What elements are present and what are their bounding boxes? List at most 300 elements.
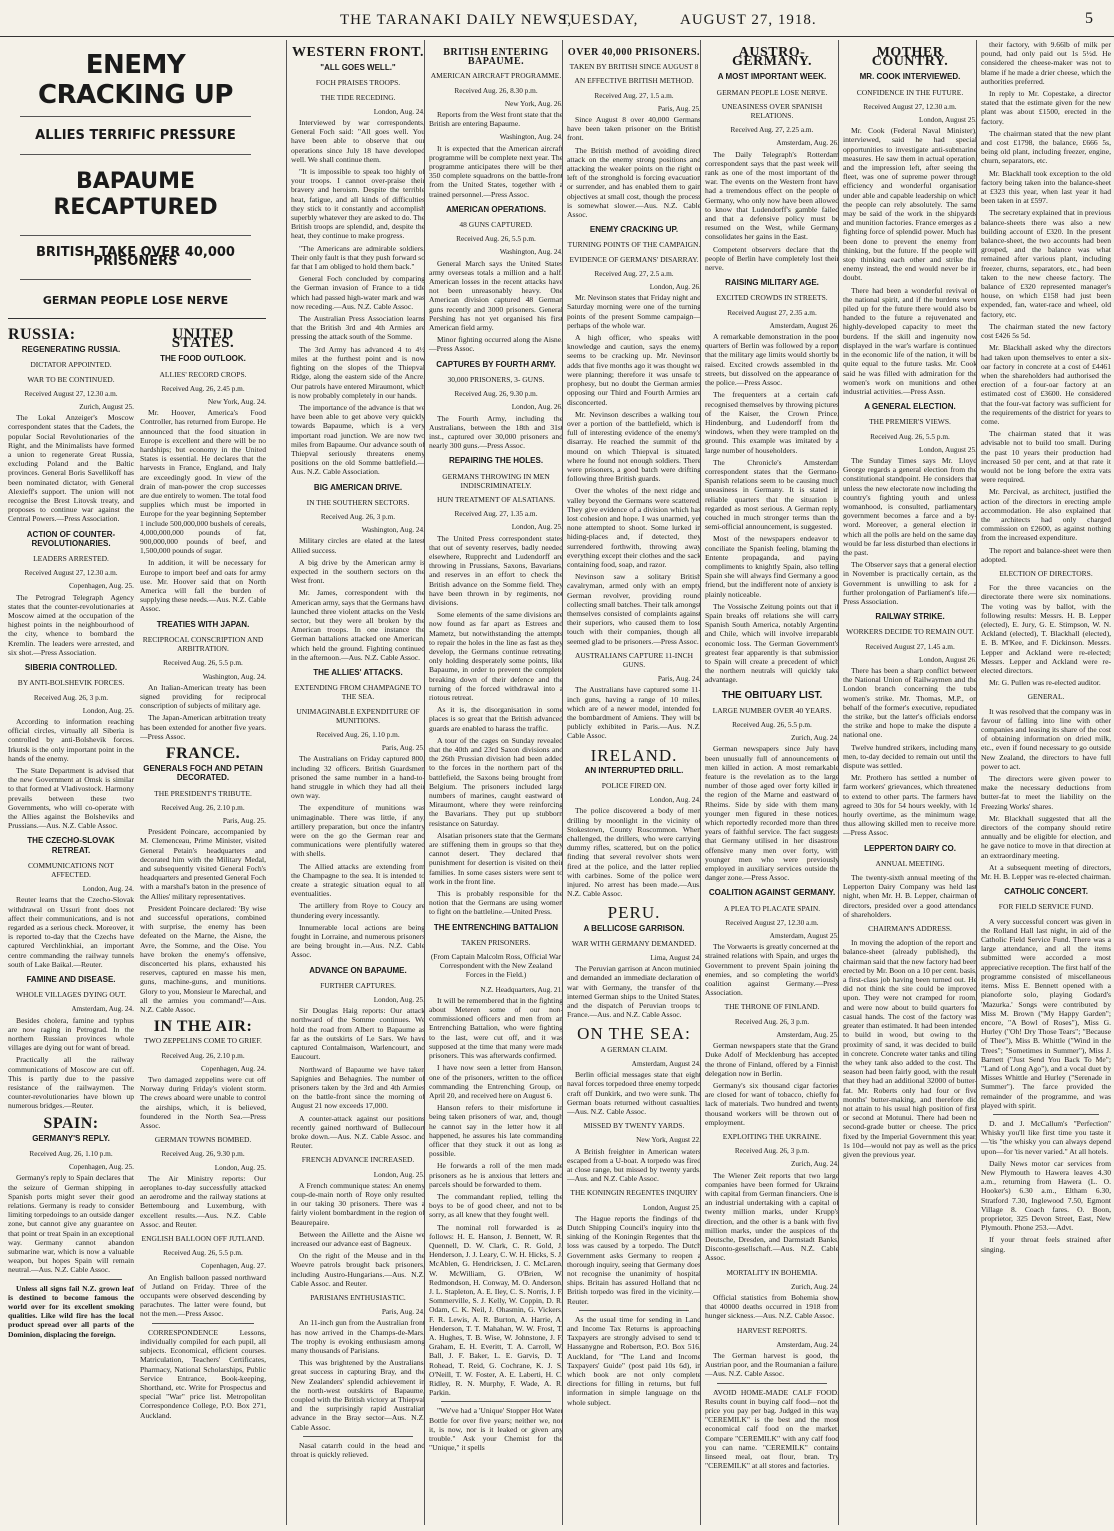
article-paragraph: The twenty-sixth annual meeting of the Lepperton Dairy Company was held last night, when Mr. H. B. Lepper, chairman of directors, presided over a good attendance of shareholders. [843, 873, 977, 919]
subhead: "ALL GOES WELL." [320, 63, 396, 73]
article-paragraph: General March says the United States army overseas totals a million and a half. American losses in the recent attacks have not been unreasonably heavy. One American division captured 48 German guns recently and 3000 prisoners. General Pershing has not yet organised his first American field army. [429, 258, 563, 333]
dateline: Received Aug. 26, 2.10 p.m. [161, 802, 245, 812]
article-paragraph: The Air Ministry reports: Our aeroplanes to-day successfully attacked an aerodrome and the railway stations at Bettembourg and Luxemburg, with excellent results.—Aus. N.Z. Cable Assoc. and Reuter. [140, 1173, 266, 1229]
article-paragraph: their factory, with 9.66lb of milk per pound, had only paid out 1s 5½d. He considered the cheese-maker was not to blame if he made a drier cheese, which the authorities preferred. [981, 40, 1111, 86]
section-peru: PERU. [607, 903, 661, 923]
subhead: WAR WITH GERMANY DEMANDED. [571, 938, 697, 948]
column-russia [8, 322, 134, 1527]
subhead: FOCH PRAISES TROOPS. [315, 78, 401, 88]
subhead: WORKERS DECIDE TO REMAIN OUT. [846, 627, 974, 637]
dateline: Received Aug. 26, 3 p.m. [33, 692, 109, 702]
article-paragraph: The Hague reports the findings of the Dutch Shipping Council's inquiry into the sinking of the Koningin Regentes that the loss was caused by a torpedo. The Dutch Government asks Germany to reopen a thorough inquiry, seeing that Germany does not recognise the unanimity of hospital ships. Britain has assured Holland that no British torpedo was fired in the vicinity.—Reuter. [567, 1213, 701, 1306]
dateline: New York, August 22. [636, 1135, 701, 1145]
article-paragraph: Two damaged zeppelins were cut off Norway during Friday's violent storm. The crews aboard were unable to control the airships, which, it is believed, foundered in the North Sea.—Press Assoc. [140, 1075, 266, 1131]
dateline: Washington, Aug. 24. [499, 132, 563, 142]
dateline: Amsterdam, August 26. [769, 320, 839, 330]
article-paragraph: A counter-attack against our positions recently gained northward of Bullecourt broke down.—Aus. N.Z. Cable Assoc. and Reuter. [291, 1113, 425, 1151]
article-paragraph: "The Americans are admirable soldiers. Their only fault is that they push forward so far that I am obliged to hold them back." [291, 243, 425, 272]
dateline: London, August 25. [919, 115, 977, 125]
subhead: MR. COOK INTERVIEWED. [859, 72, 961, 82]
article-paragraph: Twelve hundred strikers, including many men, to-day decided to remain out until the dispute was settled. [843, 742, 977, 771]
article-paragraph: Official statistics from Bohemia show that 40000 deaths occurred in 1918 from hunger sickness.—Aus. N.Z. Cable Assoc. [705, 1292, 839, 1321]
advertisement: D. and J. McCallum's "Perfection" Whisky you'll like first time you taste it—'tis "the whisky you can always depend upon—for 'tis never varied." At all hotels. [981, 1118, 1111, 1156]
article-paragraph: A very successful concert was given in the Rolland Hall last night, in aid of the Catholic Field Service Fund. There was a large attendance, and all the items submitted were accorded a most appreciative reception. The first half of the programme consisted of miscellaneous items. Miss E. Bennett opened with a pianoforte solo, playing Godard's 'Mazurka.' Songs were contributed by Miss M. Brown ("My Happy Garden"; encore, "A Bowl of Roses"), Miss G. Hurley ("Oh! Dry Those Tears"; "Because of Thee"), Miss B. Whittle ("Wind in the Trees"; "Sometimes in Summer"), Miss J. Barnett ("Just Send You Back To Me"; "Land of Long Ago"), and a vocal duet by Misses Whittle and Hurley ("Serenade in Summer"). The farce provided the remainder of the programme, and was played with spirit. [981, 916, 1111, 1110]
article-paragraph: Besides cholera, famine and typhus are now raging in Petrograd. In the northern Russian provinces whole villages are dying out for want of bread. [8, 1015, 134, 1053]
section-france: FRANCE. [165, 744, 241, 762]
section-air: IN THE AIR: [153, 1018, 253, 1036]
article-paragraph: In addition, it will be necessary for Europe to import beef and oats for army use. Mr. Hoover said that on North America will fall the burden of supplying these needs.—Aus. N.Z. Cable Assoc. [140, 558, 266, 614]
dateline: Received August 27, 12.30 a.m. [24, 388, 118, 398]
article-paragraph: The Daily Telegraph's Rotterdam correspondent says that the past week will rank as one of the most important of the war. The events on the Western front have had a tremendous effect on the people of Germany, who only now have been allowed to know that Ludendorff's gamble failed and that a defensive policy must be resumed on the West, while Germany consolidates her gains in the East. [705, 149, 839, 242]
subhead: THE THRONE OF FINLAND. [724, 1002, 820, 1012]
dateline: Received Aug. 27, 2.25 a.m. [730, 125, 814, 135]
article-paragraph: At a subsequent meeting of directors, Mr. H. B. Lepper was re-elected chairman. [981, 862, 1111, 882]
article-paragraph: In reply to Mr. Copestake, a director stated that the estimate given for the new plant was about £1500, erected in the factory. [981, 89, 1111, 126]
subhead: COMMUNICATIONS NOT AFFECTED. [27, 860, 115, 879]
article-paragraph: The frequenters at a certain cafe recognised themselves by throwing pictures of the Kaiser, the Crown Prince, Hindenburg, and Ludendorff from the windows, when they were trampled on the ground. This example was imitated by a large number of householders. [705, 390, 839, 455]
column-mother-country [838, 40, 977, 1525]
article-paragraph: The artillery from Roye to Coucy are thundering every incessantly. [291, 901, 425, 920]
article-paragraph: The 3rd Army has advanced 4 to 4½ miles at the furthest point and is now fighting on the slopes of the Thiepval Ridge, along the eastern side of the Ancre. Our patrols have entered Miraumont, which is now probably completely in our hands. [291, 344, 425, 400]
dateline: Copenhagen, Aug. 27. [200, 1261, 266, 1271]
article-paragraph: A tour of the cages on Sunday revealed that the 40th and 23rd Saxon divisions and the 26th Prussian division had been added to the forces in the northern part of the battlefield, the Saxons being brought from Belgium. The prisoners included large numbers of marines, caught eastward of Miraumont, where they were reinforcing the Bavarians. They put up stubborn resistance on Saturday. [429, 735, 563, 828]
article-paragraph: The Wiener Zeit reports that two large companies have been formed for Ukraine with capital from German financiers. One is an industrial undertaking with a capital of twenty million marks, under Krupp's direction, and the other is a bank with five million marks, under the auspices of the Deutsche, Dresden, and Darmstadt Banks, Disconto-gesellschaft.—Aus. N.Z. Cable Assoc. [705, 1170, 839, 1263]
article-paragraph: He forwards a roll of the men made prisoners as he is anxious that letters and parcels should be forwarded to them. [429, 1161, 563, 1189]
article-paragraph: The chairman stated the new factory cost £426 5s 5d. [981, 321, 1111, 341]
subhead: A GERMAN CLAIM. [600, 1044, 668, 1054]
dateline: Received August 27, 12.30 a.m. [863, 101, 957, 111]
article-paragraph: This was brightened by the Australians' great success in capturing Bray, and the New Zealanders' splendid achievement in the north-west outskirts of Bapaume, coupled with the British victory at Thiepval and the surprisingly rapid Australian advance in the Bray sector—Aus. N.Z. Cable Assoc. [291, 1358, 425, 1432]
subhead: 48 GUNS CAPTURED. [459, 220, 533, 230]
article-paragraph: Interviewed by war correspondents, General Foch said: "All goes well. You have been able to observe that our operations since July 18 have developed well. We shall continue them. [291, 118, 425, 164]
subhead: RECIPROCAL CONSCRIPTION AND ARBITRATION. [142, 634, 264, 654]
dateline: London, Aug. 25. [82, 705, 134, 715]
article-paragraph: Mr. Cook (Federal Naval Minister), interviewed, said he had special opportunities to investigate anti-submarine measures. He saw them in actual operation, and the impression left, after seeing the fleet, was one of supreme power through efficiency and wonderful organisation under able and capable leadership on which the people can rely absolutely. The same may be said of the work in the shipyards and munition factories. France emerges as a fighting force of splendid power. Much has been done to prevent the enemy from thinking, but the future. If the people will stop thinking each other and strike the enemy instead, the end would never be in doubt. [843, 126, 977, 283]
section-austro-germany: AUSTRO-GERMANY. [731, 45, 813, 70]
subhead: ADVANCE ON BAPAUME. [309, 965, 407, 975]
subhead: UNIMAGINABLE EXPENDITURE OF MUNITIONS. [296, 706, 420, 725]
subhead: POLICE FIRED ON. [601, 781, 667, 791]
dateline: New York, Aug. 26. [504, 98, 563, 108]
dateline: Received Aug. 26, 3 p.m. [320, 511, 396, 521]
subhead: THE ALLIES' ATTACKS. [313, 667, 403, 677]
article-paragraph: There has been a sharp conflict between the National Union of Railwaymen and the London branch concerning the tube women's strike. Mr. Thomas, M.P., on behalf of the former's executive, repudiated the strike, but the latter's officials endorse the strike and hope to make the dispute a national one. [843, 665, 977, 740]
dateline: Copenhagen, Aug. 25. [68, 1162, 134, 1172]
subhead: CONFIDENCE IN THE FUTURE. [856, 87, 964, 97]
dateline: Received Aug. 26, 9.30 p.m. [454, 389, 538, 399]
advertisement: If your throat feels strained after singing. [981, 1235, 1111, 1254]
subhead: TAKEN PRISONERS. [461, 937, 531, 947]
dateline: Washington, Aug. 24. [202, 671, 266, 681]
article-paragraph: The Fourth Army, including the Australians, between the 18th and 31st inst., captured over 30,000 prisoners and nearly 300 guns.—Press Assoc. [429, 413, 563, 451]
section-mother-country: MOTHER COUNTRY. [871, 45, 949, 70]
column-prisoners [562, 40, 701, 1525]
subhead: THE OBITUARY LIST. [721, 689, 823, 701]
dateline: London, Aug. 25. [373, 995, 425, 1005]
article-paragraph: Germany's six thousand cigar factories are closed for want of tobacco, chiefly for lack of materials. Two hundred and twenty thousand workers will be thrown out of employment. [705, 1080, 839, 1127]
article-paragraph: Mr. Blackhall took exception to the old factory being taken into the balance-sheet at £323 this year, when last year it had been taken in at £597. [981, 168, 1111, 206]
article-paragraph: Hanson refers to their misfortune in being taken prisoners of war, and, though he cannot say in the letter how it all happened, he assures his late commanding officer that they stuck it out as long as possible. [429, 1103, 563, 1159]
subhead: REPAIRING THE HOLES. [448, 456, 544, 466]
subhead: LEADERS ARRESTED. [33, 554, 109, 564]
subhead: EXTENDING FROM CHAMPAGNE TO THE SEA. [294, 683, 422, 702]
subhead: TAKEN BY BRITISH SINCE AUGUST 8 [569, 62, 699, 72]
subhead: EVIDENCE OF GERMANS' DISARRAY. [569, 254, 699, 264]
section-russia: RUSSIA: [8, 326, 76, 343]
subhead: FRENCH ADVANCE INCREASED. [301, 1155, 415, 1165]
issue-day: TUESDAY, [560, 12, 639, 28]
headline-bapaume: BAPAUME RECAPTURED [53, 169, 218, 221]
article-paragraph: A French communique states: An enemy coup-de-main north of Roye only resulted in our taking 30 prisoners. There was a fairly violent bombardment in the region of Beaurepaire. [291, 1180, 425, 1227]
column-bapaume [424, 40, 563, 1525]
article-paragraph: Mr. Percival, as architect, justified the action of the directors in erecting ample accommodation. He also explained that the architects had only charged commission on £2600, as against nothing from the increased expenditure. [981, 487, 1111, 543]
article-paragraph: The Australian Press Association learns that the British 3rd and 4th Armies are pressing the attack south of the Somme. [291, 314, 425, 342]
article-paragraph: The British method of avoiding direct attack on the enemy strong positions and attacking the weaker points on the right or left of the stronghold is forcing evacuation or surrender, and has enabled them to gain objectives at small cost, though the process is somewhat slower.—Aus. N.Z. Cable Assoc. [567, 145, 701, 220]
column-lepperton-cont [976, 40, 1111, 1525]
article-paragraph: The Japan-American arbitration treaty has been extended for another five years.—Press Assoc. [140, 713, 266, 741]
subhead: GERMAN TOWNS BOMBED. [154, 1135, 252, 1145]
article-paragraph: Minor fighting occurred along the Aisne.—Press Assoc. [429, 335, 563, 354]
dateline: Received Aug. 26, 3 p.m. [734, 1016, 810, 1026]
dateline: N.Z. Headquarters, Aug. 21. [480, 984, 563, 994]
subhead: MISSED BY TWENTY YARDS. [583, 1121, 685, 1131]
subhead: HARVEST REPORTS. [736, 1325, 808, 1335]
dateline: Received Aug. 26, 1.10 p.m. [29, 1149, 113, 1159]
dateline: Received Aug. 26, 8.30 p.m. [454, 85, 538, 95]
article-paragraph: The German harvest is good, the Austrian poor, and the Roumanian a failure.—Aus. N.Z. Cable Assoc. [705, 1350, 839, 1379]
subhead: RAILWAY STRIKE. [875, 612, 945, 622]
dateline: Zurich, Aug. 24. [790, 1281, 839, 1291]
article-paragraph: The nominal roll forwarded is as follows: H. E. Hanson, J. Bennett, W. R. Quennell, D. W. Clark, C. R. Gold, J. Henderson, J. J. Leary, C. W. H. Hicks, S. J. McAblen, G. Hendricksen, J. C. McLaren, W. McWilliam, G. O'Brien, W. Redmondson, H. Conway, M. O. Anderson, J. L. Stapleton, A. E. Iley, C. S. Norris, J. F. Sommerville, S. J. Kelly, W. Coppin, D. R. Odam, C. K. Neil, J. Ohasmin, G. Vickers, F. R. Lewis, A. R. Burton, A. Harrie, A. Henderson, T. T. Mahahan, W. W. Frost, T. A. Hughes, T. B. Wise, W. Johnstone, J. F. Graham, E. H. Everitt, T. A. Carroll, W. Ball, J. F. Baker, L. E. Garvis, D. T. Rohead, T. Reid, G. Cochrane, K. J. S. O'Neill, T. W. Foster, A. E. Laberti, H. C. Ridley, R. N. Murphy, F. Wade, A. R. Parkin. [429, 1222, 563, 1398]
subhead: ANNUAL MEETING. [875, 858, 945, 868]
article-paragraph: The importance of the advance is that we have been able to get above very quickly towards Bapaume, which is a very important road junction. We are now two miles from Bapaume. Our advance south of Thiepval seriously threatens enemy positions on the old Somme battlefield.—Aus. N.Z. Cable Association. [291, 402, 425, 477]
subhead: GENERALS FOCH AND PETAIN DECORATED. [143, 764, 263, 783]
subhead: AMERICAN AIRCRAFT PROGRAMME. [430, 71, 562, 81]
article-paragraph: An Italian-American treaty has been signed providing for reciprocal conscription of subjects of military age. [140, 682, 266, 711]
subhead: A PLEA TO PLACATE SPAIN. [723, 903, 821, 913]
dateline: Copenhagen, Aug. 24. [200, 1063, 266, 1073]
article-paragraph: "It is impossible to speak too highly of your troops. I cannot over-praise their bravery and heroism. Despite the terrible heat, fatigue, and all kinds of difficulties they stick to it constantly and accomplish superbly whatever they are asked to do. The British troops are splendid, and, despite the heat, they continue to make progress. [291, 167, 425, 241]
subhead: A MOST IMPORTANT WEEK. [717, 72, 827, 82]
advertisement: Unless all signs fail N.Z. grown leaf is destined to become famous the world over for its excellent smoking qualities. Like wild fire has the local product spread over all parts of the Dominion, displacing the foreign. [8, 1283, 134, 1339]
article-paragraph: The Australians have captured some 11-inch guns, having a range of 10 miles, which are of a newer model, intended for the bombardment of Amiens. They will be publicly exhibited in Paris.—Aus. N.Z. Cable Assoc. [567, 685, 701, 741]
dateline: London, Aug. 26. [649, 282, 701, 292]
column-western-front [286, 40, 425, 1525]
dateline: Zurich, August 25. [79, 402, 134, 412]
subhead: TREATIES WITH JAPAN. [156, 619, 250, 629]
dateline: Paris, Aug. 25. [657, 103, 701, 113]
subhead: CATHOLIC CONCERT. [1004, 887, 1088, 897]
article-paragraph: Some elements of the same divisions are now found as far apart as Estrees and Mametz, but notwithstanding the attempts to repair the holes in the line as fast as they develop, the Germans continue retreating, only holding desperately some points, like Bapaume, in order to prevent the complete breaking down of their defence and the turning of the forced withdrawal into a riotous retreat. [429, 610, 563, 702]
article-paragraph: The Peruvian garrison at Ancon mutinied and demanded an immediate declaration of war with Germany, the transfer of the interned German ships to the United States, and the dispatch of Peruvian troops to France.—Aus. and N.Z. Cable Assoc. [567, 964, 701, 1020]
article-paragraph: German newspapers state that the Grand Duke Adolf of Mecklenburg has accepted the throne of Finland, offered by a Finnish delegation now in Berlin. [705, 1041, 839, 1078]
dateline: Received Aug. 26, 2.45 p.m. [161, 383, 245, 393]
dateline: Lima, August 24. [650, 953, 701, 963]
subhead: THE PREMIER'S VIEWS. [869, 417, 951, 427]
section-western-front: WESTERN FRONT. [292, 45, 424, 60]
dateline: Amsterdam, Aug. 24. [71, 1004, 134, 1014]
article-paragraph: The commandant replied, telling the boys to be of good cheer, and not to be sorry, as all knew that they fought well. [429, 1191, 563, 1220]
subhead: MORTALITY IN BOHEMIA. [726, 1267, 818, 1277]
subhead: LEPPERTON DAIRY CO. [864, 843, 956, 853]
subhead: AMERICAN OPERATIONS. [446, 204, 546, 214]
article-paragraph: The secretary explained that in previous balance-sheets there was also a new building account of £320. In the present balance-sheet, the two accounts had been grouped, and the balance was what remained after various plant, including freezer, churns, separators, etc., had been taken to the new cheese factory. The balance of £320 represented manager's house, on which £158 had just been expended, fan, water-race and wheel, old factory, etc. [981, 208, 1111, 319]
subhead: THE PRESIDENT'S TRIBUTE. [154, 788, 252, 798]
article-paragraph: This is probably responsible for the notion that the Germans are using women to fight on the battleline.—United Press. [429, 889, 563, 917]
article-paragraph: The State Department is advised that the new Government at Omsk is similar to that formed at Vladivostock. Harmony prevails between these two Governments, who will co-operate with the Allies against the Bolsheviks and Prussians.—Aus. N.Z. Cable Assoc. [8, 765, 134, 831]
dateline: Received Aug. 26, 1.10 p.m. [316, 730, 400, 739]
subhead: GERMANY'S REPLY. [32, 1133, 110, 1143]
dateline: Received Aug. 26, 3 p.m. [734, 1146, 810, 1156]
article-paragraph: A British freighter in American waters escaped from a U-boat. A torpedo was fired at close range, but missed by twenty yards.—Aus. and N.Z. Cable Assoc. [567, 1146, 701, 1184]
article-paragraph: Reports from the West front state that the British are entering Bapaume. [429, 110, 563, 129]
article-paragraph: Nevinson saw a solitary British cavalryman, armed only with an empty German revolver, providing round collecting small batches. Their talk amongst themselves consisted of complaints against their superiors, who caused them to lose touch with their companies, though all seemed glad to be prisoners.—Press Assoc. [567, 572, 701, 646]
subhead: (From Captain Malcolm Ross, Official War Correspondent with the New Zealand Forces in the Field.) [430, 952, 562, 980]
dateline: Received Aug. 26, 5.5 p.m. [163, 1248, 243, 1258]
article-paragraph: An English balloon passed northward of Jutland on Friday. Three of the occupants were observed descending by parachutes. The latter were found, but not the men.—Press Assoc. [140, 1272, 266, 1319]
dateline: Received Aug. 26, 5.5 p.m. [163, 658, 243, 668]
subhead: EXCITED CROWDS IN STREETS. [716, 293, 828, 303]
dateline: Received Aug. 26, 5.5 p.m. [870, 431, 950, 441]
article-paragraph: The Vossische Zeitung points out that if Spain breaks off relations she will carry Spanish South America, notably Argentina and Chile, which will involve irreparable economic loss. The German Government's greatest fear apparently is that submission to Spain will create a precedent of which the northern neutrals will quickly take advantage. [705, 601, 839, 685]
section-bapaume: BRITISH ENTERING BAPAUME. [443, 47, 549, 68]
headline-allies: ALLIES TERRIFIC PRESSURE [35, 128, 236, 143]
issue-date: AUGUST 27, 1918. [680, 12, 817, 28]
subhead: THE FOOD OUTLOOK. [160, 354, 246, 364]
subhead: ELECTION OF DIRECTORS. [999, 568, 1093, 578]
article-paragraph: President Poincare, accompanied by M. Clemenceau, Prime Minister, visited General Petain's headquarters and decorated him with the Military Medal, and subsequently visited General Foch's headquarters and presented General Foch with a marshal's baton in the presence of the Allies' military representatives. [140, 827, 266, 901]
article-paragraph: Northward of Bapaume we have taken Sapignies and Behagnies. The number of prisoners taken by the 3rd and 4th Armies on the battle-front since the morning of August 21 now exceeds 17,000. [291, 1064, 425, 1111]
dateline: Amsterdam, Aug. 26. [776, 138, 839, 148]
section-spain: SPAIN: [43, 1114, 99, 1132]
dateline: London, Aug. 25. [214, 1162, 266, 1172]
article-paragraph: Mr. Blackhall suggested that all the directors of the company should retire annually and be eligible for election, and he gave notice to move in that direction at an extraordinary meeting. [981, 813, 1111, 860]
subhead: WHOLE VILLAGES DYING OUT. [15, 990, 127, 1000]
headline-prisoners: BRITISH TAKE OVER 40,000 PRISONERS [36, 245, 235, 270]
subhead: ENGLISH BALLOON OFF JUTLAND. [141, 1234, 265, 1244]
article-paragraph: Mr. G. Pullen was re-elected auditor. [989, 678, 1101, 688]
advertisement: CORRESPONDENCE Lessons, individually compiled for each pupil, all subjects. Economical, efficient courses. Matriculation, Teachers' Certificates, Pharmacy, National Scholarships, Public Service Entrance, Book-keeping, Shorthand, etc. Write for Prospectus and special "War" price list. Metropolitan Correspondence College, P.O. Box 271, Auckland. [140, 1327, 266, 1420]
advertisement: Daily News motor car services from New Plymouth to Hawera leaves 4.30 a.m., returning from Hawera (L. O. Hooker's) 6.30 a.m., Eltham 6.30, Stratford 7.30, Inglewood 7.50, Egmont Village 8. Coach fares. O. Boon, proprietor, 325 Devon Street, East, New Plymouth. Phone 253.—Advt. [981, 1158, 1111, 1233]
dateline: London, Aug. 26. [511, 402, 563, 412]
advertisement: "We've had a 'Unique' Stopper Hot Water Bottle for over five years; neither we, nor it, is now, nor is it leaked or given any trouble." Ask your Chemist for the "Unique," it spells [429, 1406, 563, 1453]
dateline: Zurich, Aug. 24. [790, 733, 839, 743]
article-paragraph: Mr. Nevinson states that Friday night and Saturday morning were one of the turning points of the present Somme campaign—perhaps of the whole war. [567, 293, 701, 330]
dateline: Received Aug. 26, 9.30 p.m. [161, 1149, 245, 1159]
article-paragraph: As it is, the disorganisation in some places is so great that the British advanced guards are enabled to harass the traffic. [429, 705, 563, 733]
dateline: Amsterdam, Aug. 25. [776, 1029, 839, 1039]
dateline: New York, Aug. 24. [207, 397, 266, 407]
article-paragraph: The report and balance-sheet were then adopted. [981, 545, 1111, 564]
subhead: FAMINE AND DISEASE. [26, 974, 116, 984]
subhead: THE CZECHO-SLOVAK RETREAT. [27, 836, 115, 855]
subhead: AN INTERRUPTED DRILL. [584, 765, 684, 775]
article-paragraph: Mr. Hoover, America's Food Controller, has returned from Europe. He announced that the food situation in Europe is excellent and there will be no hardships; but economy in the United States is essential. He declares that the harvests in France, England, and Italy are exceedingly good. In view of the drain of man-power the crop successes are due entirely to women. The total food supplies which must be imported in Europe for the year beginning September 1 include 500,000,000 bushels of cereals, 4,000,000,000 pounds of fat, 900,000,000 pounds of beef, and 1,500,000 pounds of sugar. [140, 408, 266, 556]
dateline: Received Aug. 27, 1.35 a.m. [454, 509, 538, 519]
subhead: GERMAN PEOPLE LOSE NERVE. [716, 87, 828, 97]
article-paragraph: The chairman stated that it was advisable not to build too small. During the past 10 years their production had increased 50 per cent, and at that rate it would not be long before the extra vats were required. [981, 429, 1111, 485]
dateline: Received Aug. 27, 1.5 a.m. [594, 90, 674, 100]
article-paragraph: Mr. Nevinson describes a walking tour over a portion of the battlefield, which is full of interesting evidence of the enemy's disarray. He reached the summit of the mound on which Thiepval is situated, where he found not enough soldiers. There were prisoners, a good batch were drifting following three British guards. [567, 409, 701, 484]
dateline: Washington, Aug. 24. [361, 525, 425, 535]
article-paragraph: Competent observers declare that the people of Berlin have completely lost their nerve. [705, 244, 839, 273]
article-paragraph: Mr. Prothero has settled a number of farm workers' grievances, which threatened to extend to other parts. The farmers have agreed to 30s for 54 hours weekly, with 1d hourly overtime, as the minimum wage, thus allowing skilled men to receive more.—Press Assoc. [843, 773, 977, 838]
subhead: GENERAL. [1027, 692, 1065, 702]
subhead: GERMANS THROWING IN MEN INDISCRIMINATELY. [442, 471, 550, 490]
subhead: FOR FIELD SERVICE FUND. [998, 902, 1094, 912]
subhead: CAPTURES BY FOURTH ARMY. [436, 359, 556, 369]
subhead: SIBERIA CONTROLLED. [24, 663, 118, 673]
dateline: Received Aug. 27, 2.5 a.m. [594, 268, 674, 278]
dateline: London, Aug. 25. [373, 1169, 425, 1179]
subhead: AN EFFECTIVE BRITISH METHOD. [574, 76, 694, 86]
article-paragraph: Reuter learns that the Czecho-Slovak withdrawal on Ussuri front does not affect their communications, and is not regarded as a serious check. Moreover, it is reported to-day that the Czechs have captured Verchlinkhiai, an important centre commanding the railway tunnels south of Lake Baikal.—Reuter. [8, 895, 134, 969]
article-paragraph: The Allied attacks are extending from the Champagne to the sea. It is intended to create a strategic situation equal to all eventualities. [291, 861, 425, 899]
subhead: ALLIES' RECORD CROPS. [159, 369, 247, 379]
subhead: THE TIDE RECEDING. [320, 92, 396, 102]
newspaper-title: THE TARANAKI DAILY NEWS, [340, 12, 573, 28]
article-paragraph: The Petrograd Telegraph Agency states that the counter-revolutionaries at Moscow aimed at the occupation of the highest points in the neighbourhood of the city, whence to bombard the Kremlin. The leaders were arrested, and six shot.—Press Association. [8, 592, 134, 657]
subhead: 30,000 PRISONERS, 3- GUNS. [447, 374, 545, 384]
article-paragraph: Practically all the railway communications of Moscow are cut off. This is partly due to the passive resistance of the railwaymen. The counter-revolutionaries have blown up numerous bridges.—Reuter. [8, 1055, 134, 1111]
article-paragraph: In moving the adoption of the report and balance-sheet (already published), the chairman said that the new factory had been erected by Mr. Boon on a 10 per cent. basis, a first-class job having been turned out. He did not think the site could be improved upon. They were not cramped for room, and were now about to build quarters for casual hands. The cost of the factory was greater than estimated. It had been intended to build in wood, but owing to the proximity of sand, it was decided to build in concrete. Concrete water tanks and tiling the whey tank also added to the cost. The season had been fairly good, with the result that they had an additional 32000 of butter-fat. Mr. Roberts only had four or five months' butter-making, and therefore did not attain to his usual high position of first or second at Motunui. There had been no second-grade butter or cheese. The price fixed by the Imperial Government this year, 1s 10d—would not pay as well as the price given the previous year. [843, 938, 977, 1159]
dateline: Received August 27, 2.35 a.m. [727, 307, 817, 317]
subhead: BY ANTI-BOLSHEVIK FORCES. [17, 678, 125, 688]
column-united-states [140, 322, 266, 1527]
article-paragraph: A high officer, who speaks with knowledge and caution, says the enemy seems to be cracking up. Mr. Nevinson adds that five months ago it was thought we were planning; therefore it was unsafe to prophesy, but no doubt the German armies opposing our Third and Fourth Armies are disconcerted. [567, 333, 701, 407]
section-united-states: UNITED STATES. [171, 326, 235, 352]
article-paragraph: The Vorwaerts is greatly concerned at the strained relations with Spain, and urges the Government to prevent Spain joining the enemies, and so completing the world's coalition against Germany.—Press Association. [705, 942, 839, 998]
article-paragraph: The expenditure of munitions was unimaginable. There was little, if any, artillery preparation, but once the infantry were on the go the German rear and communications were plentifully watered with shells. [291, 803, 425, 859]
article-paragraph: It will be remembered that in the fighting about Meteren some of our non-commissioned officers and men from an Entrenching Battalion, who were fighting to the last, were cut off, and it was supposed at the time that many were made prisoners. This was afterwards confirmed. [429, 995, 563, 1061]
dateline: Paris, Aug. 25. [222, 815, 266, 825]
dateline: Received August 27, 12.30 a.m. [24, 568, 118, 578]
article-paragraph: The Lokal Anzeiger's Moscow correspondent states that the Cadets, the popular Social Revolutionaries of the Right, and the Minimalists have formed a union to regenerate Great Russia, excluding Poland and the Baltic provinces. General Boris Savellikoff has been nominated dictator, with General Alexieff's support. The union will not recognise the Brest Litovsk treaty, and proposes to continue war against the Central Powers.—Press Association. [8, 413, 134, 524]
article-paragraph: Mr. Blackhall asked why the directors had taken upon themselves to enter a six-oar factory in concrete at a cost of £4461 when the shareholders had authorised the erection of a four-oar factory at an estimated cost of £3600. He considered that the four-vat factory was sufficient for the requirements of the district for years to come. [981, 343, 1111, 426]
article-paragraph: Since August 8 over 40,000 Germans have been taken prisoner on the British front. [567, 115, 701, 143]
section-on-the-sea: ON THE SEA: [577, 1024, 691, 1044]
advertisement: Nasal catarrh could in the head and throat is quickly relieved. [291, 1440, 425, 1460]
dateline: Paris, Aug. 24. [381, 1307, 425, 1317]
page-number: 5 [1085, 10, 1094, 27]
subhead: REGENERATING RUSSIA. [21, 345, 121, 355]
article-paragraph: The chairman stated that the new plant and cost £1798, the balance, £666 5s, being old plant, including freezer, engine, churn, separators, etc. [981, 128, 1111, 166]
dateline: Amsterdam, August 25. [769, 931, 839, 941]
advertisement: AVOID HOME-MADE CALF FOOD. Results count in buying calf food—not the price you pay per bag. Judged in this way "CEREMILK" is the best and the most economical calf food on the market. Compare "CEREMILK" with any calf food you can name. "CEREMILK" contains linseed meal, oat flour, bran. Try "CEREMILK" at all stores and factories. [705, 1387, 839, 1471]
article-paragraph: Between the Aillette and the Aisne we increased our advance east of Bagneux. [291, 1229, 425, 1248]
article-paragraph: For the three vacancies on the directorate there were six nominations. The voting was by ballot, with the following results: Messrs. H. B. Lepper (elected), E. Jury, G. E. Stimpson, W. N. Ackland (elected), T. Blackhall (elected), E. B. M'Kee, and F. Dickinson. Messrs. Lepper and Ackland were re-elected; Messrs. Lepper and Ackland were re-elected directors. [981, 583, 1111, 675]
subhead: THE KONINGIN REGENTES INQUIRY [570, 1188, 698, 1198]
article-paragraph: An 11-inch gun from the Australian front has now arrived in the Champs-de-Mars. The trophy is evoking enthusiasm among many thousands of Parisians. [291, 1318, 425, 1355]
article-paragraph: Germany's reply to Spain declares that the seizure of German shipping in Spanish ports might sever their good relations. Germany is ready to consider limiting torpedoings to an outside danger zone, but cannot give any guarantee on that point or treat Spain in an exceptional way. Germany cannot abandon submarine war, which is now a valuable weapon, but hopes Spain will remain neutral.—Aus. N.Z. Cable Assoc. [8, 1173, 134, 1275]
dateline: Paris, Aug. 24. [657, 674, 701, 684]
column-austro-germany [700, 40, 839, 1525]
subhead: PARISIANS ENTHUSIASTIC. [310, 1292, 406, 1302]
subhead: COALITION AGAINST GERMANY. [708, 888, 836, 898]
article-paragraph: Innumerable local actions are being fought in Lorraine, and numerous prisoners are being brought in.—Aus. N.Z. Cable Assoc. [291, 922, 425, 960]
article-paragraph: A remarkable demonstration in the poor quarters of Berlin was followed by a report that the military age limits would shortly be raised. Excited crowds assembled in the streets, but dissolved on the appearance of the police.—Press Assoc. [705, 332, 839, 388]
subhead: HUN TREATMENT OF ALSATIANS. [436, 494, 556, 504]
headline-main: ENEMY CRACKING UP [38, 50, 233, 110]
article-paragraph: Over the wholes of the next ridge and valley beyond the Germans were scattered. They give evidence of a division which has lost cohesion and hope. I was unarmed, yet none attempted to shoot. Some lurked in hiding-places and, if detected, they surrendered forthwith, throwing away everything except their clothes and the sack containing food, soap, and razor. [567, 486, 701, 569]
advertisement: As the usual time for sending in Land and Income Tax Returns is approaching Taxpayers are strongly advised to send to Hassanygne and Robertson, P.O. Box 516, Auckland, for "The Land and Income Taxpayers' Guide" (post paid 10s 6d), in which book are not only complete directions for filling in returns, but full information in simple language on the whole subject. [567, 1314, 701, 1407]
dateline: Received Aug. 26, 5.5 p.m. [456, 234, 536, 244]
article-paragraph: Mr. James, correspondent with the American army, says that the Germans have launched three violent attacks on the Vesle sector, but they were all broken by the American troops. In one instance the German battalions attacked one American, which held the ground. Fighting continued in the afternoon.—Aus. N.Z. Cable Assoc. [291, 588, 425, 662]
article-paragraph: The directors were given power to make the necessary deductions from butter-fat to meet the liability on the Freezing Works' shares. [981, 774, 1111, 811]
article-paragraph: The Sunday Times says Mr. Lloyd George regards a general election from the constitutional standpoint. He considers that unless the new electorate now including the country's fighting youth and unless womanhood, is consulted, parliamentary government becomes a farce and a by-word. Moreover, a general election in which all the polls are held on the same day would be far less disturbed than elections in the past. [843, 455, 977, 557]
article-paragraph: The Australians on Friday captured 800, including 32 officers. British Guardsmen prisoned the same number in a hand-to-hand struggle in which they had all their own way. [291, 754, 425, 801]
subhead: BIG AMERICAN DRIVE. [313, 482, 403, 492]
dateline: London, Aug. 24. [649, 795, 701, 805]
subhead: FURTHER CAPTURES. [320, 980, 396, 990]
article-paragraph: General Foch concluded by comparing the German invasion of France to a tide which had passed high-water mark and was now receding.—Aus. N.Z. Cable Assoc. [291, 274, 425, 311]
dateline: Paris, Aug. 25. [381, 743, 425, 753]
subhead: LARGE NUMBER OVER 40 YEARS. [712, 705, 832, 715]
article-paragraph: There had been a wonderful revival of the national spirit, and if the burdens were piled up for the future there would also be handed to the future a rejuvenated and highly-developed capacity to meet the burdens. If the skill and ingenuity now displayed in the war's warfare is continued in the economic life of the nation, it will be quite equal to the future tasks. Mr. Cook said he was filled with admiration for the women's work on munitions and other industrial activities.—Press Assn. [843, 285, 977, 396]
article-paragraph: German newspapers since July have been unusually full of announcements of men killed in action. A most remarkable feature is the revelation as to the large number of those aged over forty killed in the region of the Marne and eastward of Rheims. Side by side with them many younger men figured in these notices, which reportedly recorded more than three years of faithful service. The fact suggests that Germany utilised in her disastrous offensive many men over forty, with younger men who were previously employed in auxiliary services outside the danger zone.—Press Assoc. [705, 744, 839, 883]
section-prisoners: OVER 40,000 PRISONERS. [567, 47, 701, 58]
subhead: A BELLICOSE GARRISON. [583, 923, 685, 933]
dateline: Amsterdam, Aug. 24. [776, 1339, 839, 1349]
article-paragraph: The Chronicle's Amsterdam correspondent states that the Germano-Spanish relations seem to be causing much uneasiness in Germany. It is stated in reliable quarters that the situation is regarded as most serious. A German reply, couched in much stronger terms than the semi-official announcement, is suggested. [705, 457, 839, 532]
dateline: London, August 25. [919, 444, 977, 454]
subhead: ACTION OF COUNTER-REVOLUTIONARIES. [26, 529, 116, 548]
article-paragraph: Military circles are elated at the latest Allied success. [291, 536, 425, 555]
section-ireland: IRELAND. [590, 745, 678, 765]
dateline: Received August 27, 12.30 a.m. [725, 917, 819, 927]
dateline: London, Aug. 24. [373, 106, 425, 116]
article-paragraph: Sir Douglas Haig reports: Our attack northward of the Somme continues. We hold the road from Albert to Bapaume as far as the outskirts of Le Sars. We have captured Contalmaison, Warlencourt, and Eaucourt. [291, 1006, 425, 1062]
dateline: London, August 26. [919, 654, 977, 664]
article-paragraph: On the right of the Meuse and in the Woevre patrols brought back prisoners, including Austro-Hungarians.—Aus. N.Z. Cable Assoc. and Reuter. [291, 1251, 425, 1288]
banner-column [8, 40, 263, 320]
article-paragraph: It was resolved that the company was in favour of falling into line with other companies and leasing its share of the cost of obtaining information on dried milk, etc., even if found necessary to go outside New Zealand, the directors to have full power to act. [981, 706, 1111, 771]
subhead: DICTATOR APPOINTED. [30, 360, 112, 370]
article-paragraph: The police discovered a body of men drilling by moonlight in the vicinity of Stokestown, County Roscommon. When challenged, the drillers, who were carrying dummy rifles, scattered, but on the police finding that several revolver shots were fired at the police, and the latter replied with carbines. Some of the police were injured. No arrest has been made.—Aus. N.Z. Cable Assoc. [567, 806, 701, 899]
dateline: Copenhagen, Aug. 25. [68, 581, 134, 591]
subhead: IN THE SOUTHERN SECTORS. [306, 497, 410, 507]
subhead: TWO ZEPPELINS COME TO GRIEF. [144, 1036, 262, 1046]
article-paragraph: I have now seen a letter from Hanson, one of the prisoners, written to the officer commanding the Entrenching Group, on April 20, and received here on August 6. [429, 1063, 563, 1100]
subhead: TURNING POINTS OF THE CAMPAIGN. [567, 240, 701, 250]
article-paragraph: A big drive by the American army is expected in the southern sectors on the West front. [291, 557, 425, 586]
subhead: A GENERAL ELECTION. [864, 402, 956, 412]
headline-nerve: GERMAN PEOPLE LOSE NERVE [42, 293, 229, 307]
masthead [0, 0, 1114, 37]
article-paragraph: Most of the newspapers endeavor to conciliate the Spanish feeling, blaming the Entente propaganda, and paying compliments to knightly Spain, also telling Spain she will always find Germany a good friend, but the indifferent note of anxiety is plainly noticeable. [705, 534, 839, 599]
dateline: Zurich, Aug. 24. [790, 1159, 839, 1169]
dateline: London, Aug. 25. [511, 522, 563, 532]
dateline: Received Aug. 26, 2.10 p.m. [161, 1050, 245, 1060]
subhead: THE ENTRENCHING BATTALION [433, 922, 559, 932]
dateline: Amsterdam, August 24. [631, 1058, 701, 1068]
dateline: Received August 27, 1.45 a.m. [865, 641, 955, 651]
article-paragraph: The United Press correspondent states that out of seventy reserves, badly needed elsewhere, Rupprecht and Ludendorff are throwing in Prussians, Saxons, Bavarians, and reserves in an effort to check the British advance on the Somme field. They have been thrown in by regiments, not divisions. [429, 533, 563, 607]
subhead: WAR TO BE CONTINUED. [27, 374, 115, 384]
article-paragraph: According to information reaching official circles, virtually all Siberia is controlled by anti-Bolshevik forces. Irkutsk is the only important point in the hands of the enemy. [8, 716, 134, 763]
article-paragraph: The Observer says that a general election in November is practically certain, as the Government is unwilling to ask for a further prolongation of Parliament's life.—Press Association. [843, 560, 977, 606]
article-paragraph: President Poincare declared: 'By wise and successful operations, combined with surprise, the enemy has been defeated on the Marne, the Aisne, the Avre, the Somme, and the Oise. You have broken the enemy's offensive, disconcerted his plans, exhausted his reserves, captured en masse his men, guns, machine-guns, and munitions. Glory to you, Monsieur le Marechal, and all the armies you command!'—Aus. N.Z. Cable Assoc. [140, 903, 266, 1014]
dateline: Received Aug. 26, 5.5 p.m. [732, 720, 812, 729]
subhead: AUSTRALIANS CAPTURE 11-INCH GUNS. [574, 650, 694, 669]
subhead: UNEASINESS OVER SPANISH RELATIONS. [721, 101, 823, 121]
subhead: RAISING MILITARY AGE. [725, 278, 819, 288]
subhead: EXPLOITING THE UKRAINE. [722, 1131, 822, 1141]
dateline: Washington, Aug. 24. [499, 247, 563, 257]
dateline: London, Aug. 24. [82, 884, 134, 894]
article-paragraph: Alsatian prisoners state that the Germans are stiffening them in groups so that they cannot desert. They declared that punishment for desertion is visited on their families. In some cases sisters were sent to work in the front line. [429, 830, 563, 886]
subhead: CHAIRMAN'S ADDRESS. [868, 924, 952, 934]
